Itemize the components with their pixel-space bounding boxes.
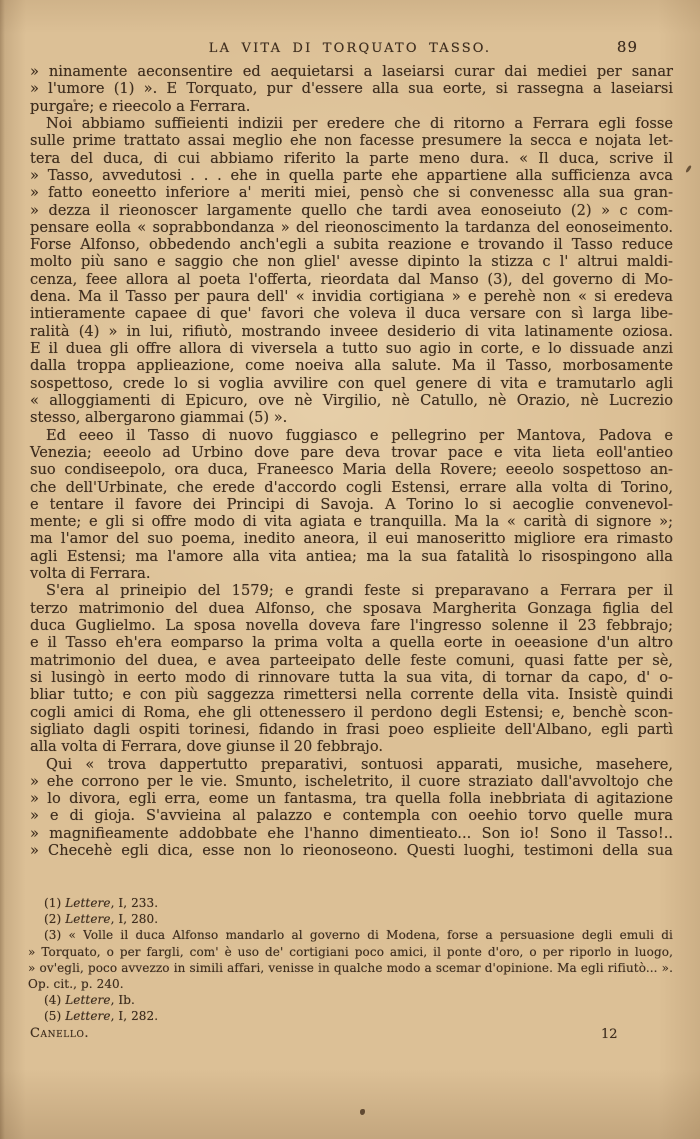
body-line: alla volta di Ferrara, dove giunse il 20 febbrajo.	[30, 738, 383, 756]
body-line: purgare; e rieecolo a Ferrara.	[30, 97, 251, 115]
body-line: Venezia; eeeolo ad Urbino dove pare deva trovar pace e vita lieta eoll'antieo	[30, 443, 673, 461]
body-line: e il Tasso eh'era eomparso la prima volta a quella eorte in oeeasione d'un altro	[30, 634, 673, 652]
body-line: sospettoso, crede lo si voglia avvilire con quel genere di vita e tramutarlo agli	[30, 374, 673, 392]
footnote-line: (1) Lettere, I, 233.	[44, 896, 159, 910]
body-line: Forse Alfonso, obbedendo anch'egli a subita reazione e trovando il Tasso reduce	[30, 236, 673, 254]
paper-speck	[360, 1109, 365, 1115]
body-line: » ehe corrono per le vie. Smunto, ischeletrito, il cuore straziato dall'avvoltojo che	[30, 772, 673, 790]
footnote-line: (2) Lettere, I, 280.	[44, 912, 159, 927]
running-title: LA VITA DI TORQUATO TASSO.	[208, 41, 492, 56]
author-signature: Canello.	[30, 1026, 90, 1041]
body-line: tera del duca, di cui abbiamo riferito la parte meno dura. « Il duca, scrive il	[30, 149, 673, 167]
footnote-line: Op. cit., p. 240.	[28, 977, 124, 992]
body-line: pensare eolla « soprabbondanza » del rieonoscimento la tardanza del eonoseimento.	[30, 218, 673, 236]
footnote-line: » Torquato, o per fargli, com' è uso de' cortigiani poco amici, il ponte d'oro, o per riporlo in luogo,	[28, 944, 673, 959]
body-line: che dell'Urbinate, che erede d'accordo cogli Estensi, errare alla volta di Torino,	[30, 478, 673, 496]
body-line: mente; e gli si offre modo di vita agiata e tranquilla. Ma la « carità di signore »;	[30, 513, 673, 531]
footnotes	[28, 895, 673, 1025]
signature-number: 12	[601, 1027, 618, 1042]
page-number: 89	[616, 38, 638, 56]
footnote-line: » ov'egli, poco avvezzo in simili affari, venisse in qualche modo a scemar d'opinione. Ma egli rifiutò... ».	[28, 960, 673, 975]
body-line: ma l'amor del suo poema, inedito aneora, il eui manoseritto migliore era rimasto	[30, 530, 673, 548]
body-line: S'era al prineipio del 1579; e grandi feste si preparavano a Ferrara per il	[46, 582, 673, 600]
footnote-line: (4) Lettere, Ib.	[44, 993, 135, 1008]
body-line: sigliato dagli ospiti torinesi, fidando in frasi poeo esplieite dell'Albano, egli partì	[30, 720, 673, 738]
paper-speck	[685, 165, 692, 173]
body-line: » Tasso, avvedutosi . . . ehe in quella parte ehe appartiene alla sufficienza avca	[30, 166, 673, 184]
body-line: intieramente capaee di que' favori che voleva il duca versare con sì larga libe-	[30, 305, 673, 323]
body-line: » e di gioja. S'avvieina al palazzo e contempla con oeehio torvo quelle mura	[30, 807, 673, 825]
body-line: dena. Ma il Tasso per paura dell' « invidia cortigiana » e perehè non « si eredeva	[30, 288, 673, 306]
body-line: Noi abbiamo suffieienti indizii per eredere che di ritorno a Ferrara egli fosse	[46, 114, 673, 132]
body-line: sulle prime trattato assai meglio ehe non facesse presumere la secca e nojata let-	[30, 132, 673, 150]
body-line: Ed eeeo il Tasso di nuovo fuggiasco e pellegrino per Mantova, Padova e	[46, 426, 673, 444]
body-line: matrimonio del duea, e avea parteeipato delle feste comuni, quasi fatte per sè,	[30, 651, 673, 669]
body-line: dalla troppa applieazione, come noeiva alla salute. Ma il Tasso, morbosamente	[30, 357, 673, 375]
body-text	[30, 63, 673, 859]
body-line: stesso, albergarono giammai (5) ».	[30, 409, 288, 427]
body-line: terzo matrimonio del duea Alfonso, che sposava Margherita Gonzaga figlia del	[30, 599, 673, 617]
body-line: agli Estensi; ma l'amore alla vita antiea; ma la sua fatalità lo risospingono alla	[30, 547, 673, 565]
body-line: » fatto eoneetto inferiore a' meriti miei, pensò che si convenessc alla sua gran-	[30, 184, 673, 202]
body-line: molto più sano e saggio che non gliel' avesse dipinto la stizza c l' altrui maldi-	[30, 253, 673, 271]
body-line: E il duea gli offre allora di viversela a tutto suo agio in corte, e lo dissuade anzi	[30, 340, 673, 357]
body-line: bliar tutto; e con più saggezza rimettersi nella corrente della vita. Insistè quindi	[30, 686, 673, 704]
body-line: volta di Ferrara.	[30, 565, 151, 583]
body-line: si lusingò in eerto modo di rinnovare tutta la sua vita, di tornar da capo, d' o-	[30, 668, 673, 686]
body-line: « alloggiamenti di Epicuro, ove nè Virgilio, nè Catullo, nè Orazio, nè Lucrezio	[30, 391, 673, 409]
body-line: suo condiseepolo, ora duca, Franeesco Maria della Rovere; eeeolo sospettoso an-	[30, 461, 673, 479]
body-line: » Checehè egli dica, esse non lo rieonoseono. Questi luoghi, testimoni della sua	[30, 842, 673, 860]
body-line: duca Guglielmo. La sposa novella doveva fare l'ingresso solenne il 23 febbrajo;	[30, 617, 673, 634]
body-line: cogli amici di Roma, ehe gli ottenessero il perdono degli Estensi; e, benchè scon-	[30, 703, 673, 721]
body-line: cenza, feee allora al poeta l'offerta, rieordata dal Manso (3), del governo di Mo-	[30, 270, 673, 288]
body-line: » ninamente aeconsentire ed aequietarsi a laseiarsi curar dai mediei per sanar	[30, 63, 673, 80]
body-line: » l'umore (1) ». E Torquato, pur d'essere alla sua eorte, si rassegna a laseiarsi	[30, 80, 673, 98]
body-line: ralità (4) » in lui, rifiutò, mostrando inveee desiderio di vita latinamente oziosa.	[30, 322, 673, 340]
body-line: » dezza il rieonoscer largamente quello che tardi avea eonoseiuto (2) » c com-	[30, 201, 673, 219]
body-line: » magnifieamente addobbate ehe l'hanno dimentieato... Son io! Sono il Tasso!..	[30, 824, 673, 842]
body-line: » lo divora, egli erra, eome un fantasma, tra quella folla inebbriata di agitazione	[30, 790, 673, 808]
footnote-line: (3) « Volle il duca Alfonso mandarlo al governo di Modena, forse a persuasione degli emuli di	[44, 928, 673, 943]
body-line: Qui « trova dappertutto preparativi, sontuosi apparati, musiche, masehere,	[46, 755, 673, 773]
body-line: e tentare il favore dei Principi di Savoja. A Torino lo si aecoglie convenevol-	[30, 495, 673, 513]
footnote-line: (5) Lettere, I, 282.	[44, 1009, 159, 1024]
